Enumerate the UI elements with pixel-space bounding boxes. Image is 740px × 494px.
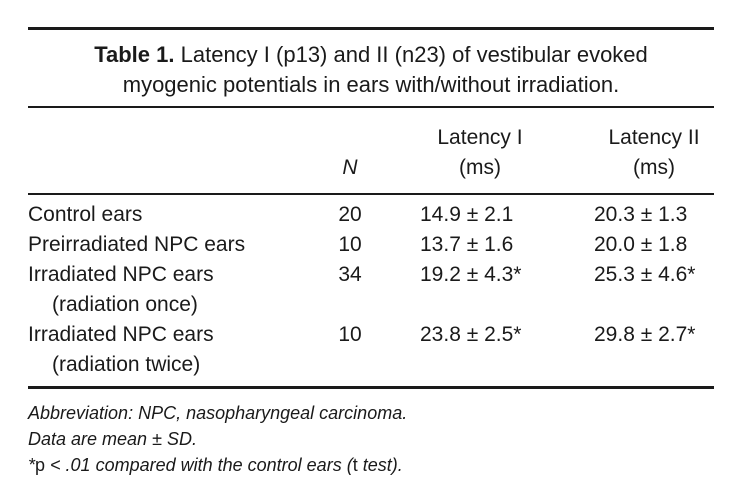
footnote-asterisk: * xyxy=(28,455,36,475)
header-latency-1-line-2: (ms) xyxy=(459,156,501,179)
header-latency-1-line-1: Latency I xyxy=(437,126,523,149)
row-label-continuation: (radiation once) xyxy=(52,293,198,316)
row-label: Irradiated NPC ears xyxy=(28,263,214,286)
table-label: Table 1. xyxy=(94,42,175,67)
row-label: Irradiated NPC ears xyxy=(28,323,214,346)
row-label-continuation: (radiation twice) xyxy=(52,353,201,376)
row-latency-1: 19.2 ± 4.3* xyxy=(420,263,522,286)
row-latency-2: 20.0 ± 1.8 xyxy=(594,233,688,256)
row-latency-2: 29.8 ± 2.7* xyxy=(594,323,696,346)
row-n: 10 xyxy=(338,233,362,256)
row-latency-1: 14.9 ± 2.1 xyxy=(420,203,514,226)
caption-line-1 xyxy=(28,40,714,70)
table-caption xyxy=(28,40,714,100)
header-bottom-rule xyxy=(28,193,714,195)
row-latency-1: 23.8 ± 2.5* xyxy=(420,323,522,346)
header-latency-2-line-2: (ms) xyxy=(633,156,675,179)
header-n: N xyxy=(342,156,358,179)
caption-text-2: myogenic potentials in ears with/without irradiation. xyxy=(122,72,620,97)
row-latency-2: 25.3 ± 4.6* xyxy=(594,263,696,286)
footnote-significance xyxy=(28,452,403,478)
footnote-sig-text: < .01 compared with the control ears ( xyxy=(45,455,353,475)
header-latency-2-line-1: Latency II xyxy=(608,126,700,149)
row-n: 34 xyxy=(338,263,362,286)
table-top-rule xyxy=(28,27,714,30)
row-n: 10 xyxy=(338,323,362,346)
footnote-sig-end: test). xyxy=(357,455,403,475)
row-label: Preirradiated NPC ears xyxy=(28,233,246,256)
row-label: Control ears xyxy=(28,203,143,226)
table-bottom-rule xyxy=(28,386,714,389)
row-latency-2: 20.3 ± 1.3 xyxy=(594,203,688,226)
caption-text-1: Latency I (p13) and II (n23) of vestibular evoked xyxy=(180,42,648,67)
footnote-p: p xyxy=(35,455,46,475)
row-latency-1: 13.7 ± 1.6 xyxy=(420,233,514,256)
row-n: 20 xyxy=(338,203,362,226)
footnote-data: Data are mean ± SD. xyxy=(28,429,197,449)
footnote-abbreviation: Abbreviation: NPC, nasopharyngeal carcinoma. xyxy=(28,403,408,423)
caption-bottom-rule xyxy=(28,106,714,108)
footnote-t: t xyxy=(352,455,358,475)
